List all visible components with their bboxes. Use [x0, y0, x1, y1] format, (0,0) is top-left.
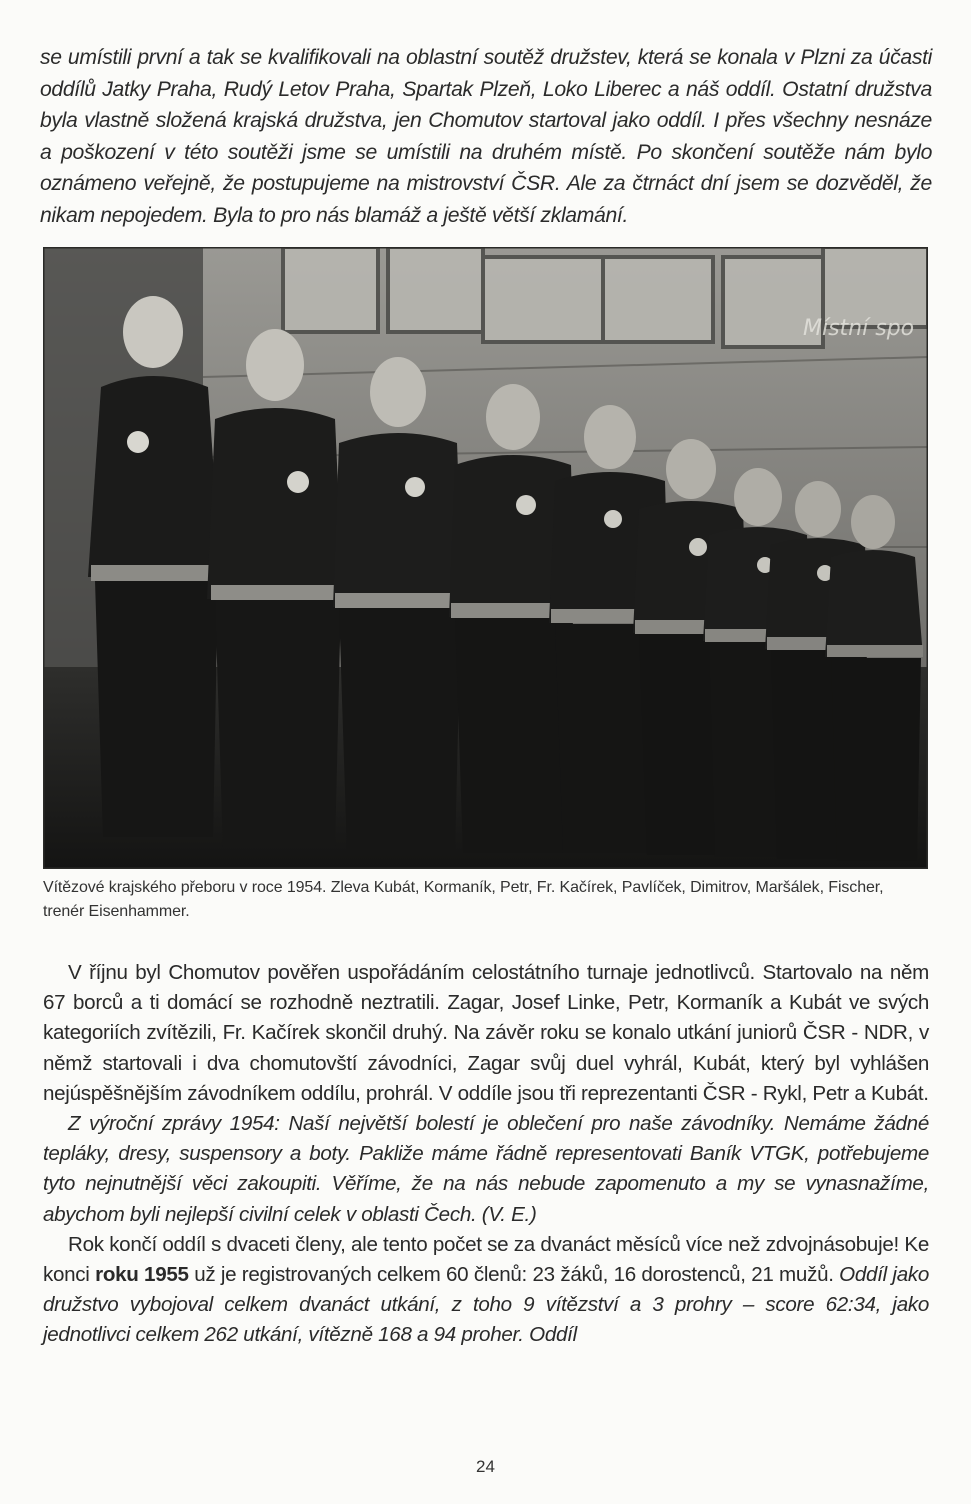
paragraph-year-end-part2: už je registrovaných celkem 60 členů: 23 žáků, 16 dorostenců, 21 mužů.	[188, 1263, 840, 1287]
team-photo	[43, 247, 928, 869]
intro-paragraph: se umístili první a tak se kvalifikovali na oblastní soutěž družstev, která se konala v Plzni za účasti oddílů Jatky Praha, Rudý Letov Praha, Spartak Plzeň, Loko Liberec a náš oddíl. Ostatní družstva byla vlastně složená krajská družstva, jen Chomutov startoval jako oddíl. I přes všechny nesnáze a poškození v této soutěži jsme se umístili na druhém místě. Po skončení soutěže nám bylo oznámeno veřejně, že postupujeme na mistrovství ČSR. Ale za čtrnáct dní jsem se dozvěděl, že nikam nepojedem. Byla to pro nás blamáž a ještě větší zklamání.	[40, 46, 932, 227]
photo-caption: Vítězové krajského přeboru v roce 1954. Zleva Kubát, Kormaník, Petr, Fr. Kačírek, Pavlíček, Dimitrov, Maršálek, Fischer, trenér Eisenhammer.	[43, 879, 884, 920]
paragraph-year-end-bold: roku 1955	[95, 1263, 189, 1287]
wall-sign-text: Místní spo	[803, 316, 915, 341]
paragraph-tournament: V říjnu byl Chomutov pověřen uspořádáním celostátního turnaje jednotlivců. Startovalo na něm 67 borců a ti domácí se rozhodně neztratili. Zagar, Josef Linke, Petr, Kormaník a Kubát ve svých kategoriích zvítězili, Fr. Kačírek skončil druhý. Na závěr roku se konalo utkání juniorů ČSR - NDR, v němž startovali i dva chomutovští závodníci, Zagar svůj duel vyhrál, Kubát, který byl vyhlášen nejúspěšnějším závodníkem oddílu, prohrál. V oddíle jsou tři reprezentanti ČSR - Rykl, Petr a Kubát.	[43, 961, 929, 1105]
team-photo-illustration	[43, 247, 928, 869]
paragraph-annual-report: Z výroční zprávy 1954: Naší největší bolestí je oblečení pro naše závodníky. Nemáme žádné tepláky, dresy, suspensory a boty. Pakliže máme řádně representovati Baník VTGK, potřebujeme tyto nejnutnější věci zakoupiti. Věříme, že na nás nebude zapomenuto a my se vynasnažíme, abychom byli nejlepší civilní celek v oblasti Čech. (V. E.)	[43, 1112, 929, 1226]
page-number: 24	[476, 1457, 495, 1476]
paragraph-year-end-italic: Oddíl jako družstvo vybojoval celkem dvanáct utkání, z toho 9 vítězství a 3 prohry – score 62:34, jako jednotlivci celkem 262 utkání, vítězně 168 a 94 proher. Oddíl	[43, 1263, 929, 1347]
body-text	[43, 958, 929, 1351]
paragraph-year-end	[43, 1230, 929, 1351]
paragraph-year-end-part1: Rok končí oddíl s dvaceti členy, ale tento počet se za dvanáct měsíců více než zdvojnásobuje! Ke konci	[43, 1232, 929, 1287]
